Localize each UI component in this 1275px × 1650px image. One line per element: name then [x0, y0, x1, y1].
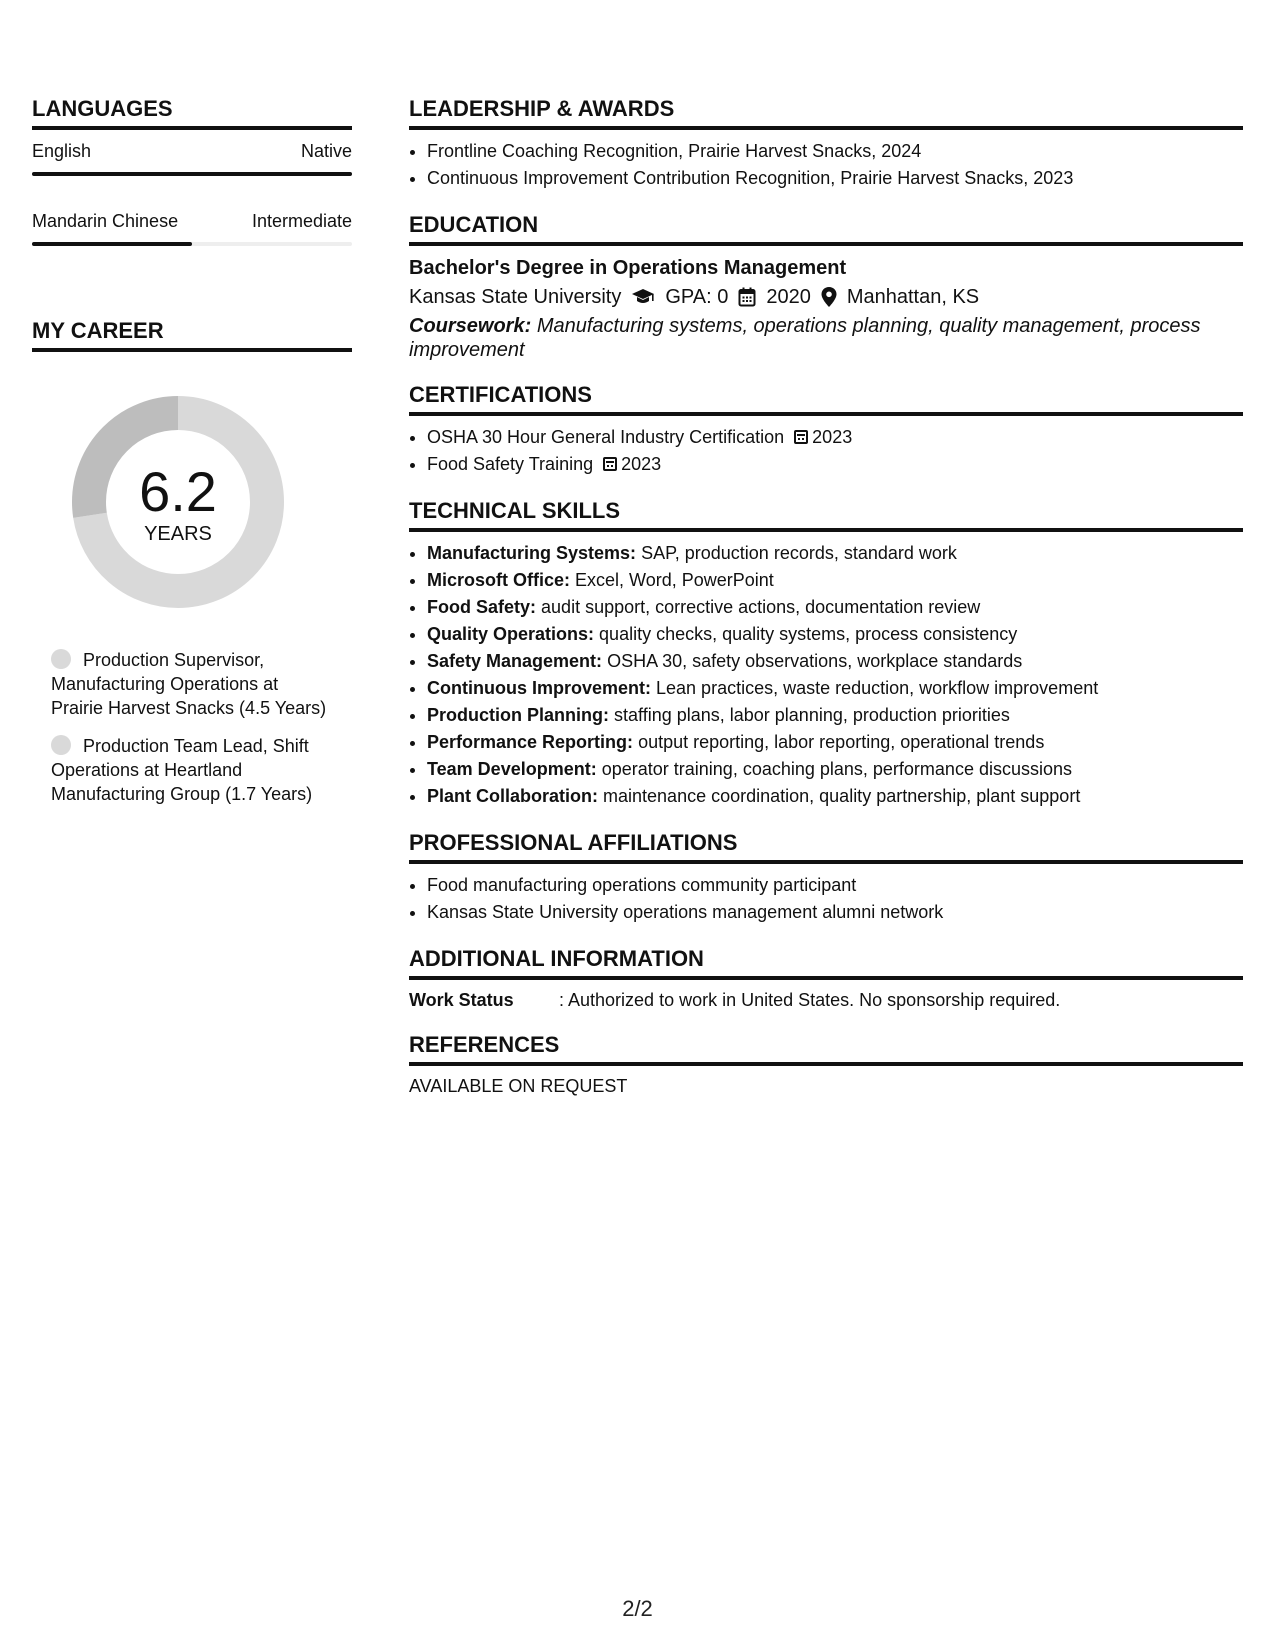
skill-values: Lean practices, waste reduction, workflow improvement	[656, 678, 1099, 698]
education-details	[409, 282, 1243, 312]
affiliations-section	[409, 830, 1243, 926]
right-column	[409, 96, 1243, 1118]
certifications-section	[409, 382, 1243, 478]
certification-item	[427, 451, 1243, 478]
skill-values: output reporting, labor reporting, operational trends	[638, 732, 1045, 752]
calendar-icon	[738, 287, 756, 307]
education-location: Manhattan, KS	[846, 286, 980, 308]
references-title: REFERENCES	[409, 1032, 1243, 1066]
career-total-years: 6.2	[139, 460, 217, 523]
language-item	[32, 140, 352, 176]
references-text: AVAILABLE ON REQUEST	[409, 1076, 628, 1096]
skill-item	[427, 648, 1243, 675]
skill-category: Safety Management:	[427, 651, 603, 671]
leadership-section	[409, 96, 1243, 192]
education-gpa: GPA: 0	[665, 286, 729, 308]
legend-dot-icon	[51, 735, 71, 755]
skill-category: Production Planning:	[427, 705, 609, 725]
skill-category: Continuous Improvement:	[427, 678, 651, 698]
certification-year: 2023	[621, 454, 662, 474]
education-degree: Bachelor's Degree in Operations Management	[409, 257, 847, 279]
language-name: Mandarin Chinese	[32, 211, 179, 231]
technical-skills-title: TECHNICAL SKILLS	[409, 498, 1243, 532]
calendar-icon	[603, 457, 617, 471]
skill-item	[427, 540, 1243, 567]
career-donut-chart	[64, 388, 292, 616]
leadership-item: • Frontline Coaching Recognition, Prairie Harvest Snacks, 2024	[427, 138, 1243, 165]
leadership-item: • Continuous Improvement Contribution Recognition, Prairie Harvest Snacks, 2023	[427, 165, 1243, 192]
skill-category: Team Development:	[427, 759, 597, 779]
languages-title: LANGUAGES	[32, 96, 352, 130]
skill-values: operator training, coaching plans, performance discussions	[601, 759, 1072, 779]
skill-category: Food Safety:	[427, 597, 537, 617]
certification-year: 2023	[812, 427, 853, 447]
language-level: Intermediate	[251, 211, 352, 231]
certifications-title: CERTIFICATIONS	[409, 382, 1243, 416]
education-section	[409, 212, 1243, 362]
affiliation-item: • Food manufacturing operations community participant	[427, 872, 1243, 899]
skill-values: OSHA 30, safety observations, workplace standards	[607, 651, 1023, 671]
career-job-list	[32, 648, 352, 806]
certification-name: Food Safety Training	[427, 454, 594, 474]
skill-category: Microsoft Office:	[427, 570, 571, 590]
skill-item	[427, 729, 1243, 756]
technical-skills-section	[409, 498, 1243, 810]
career-job-text: Production Team Lead, Shift Operations at Heartland Manufacturing Group (1.7 Years)	[51, 736, 313, 804]
legend-dot-icon	[51, 649, 71, 669]
skill-values: audit support, corrective actions, documentation review	[541, 597, 981, 617]
language-level-bar	[32, 242, 352, 246]
skill-item	[427, 567, 1243, 594]
references-section	[409, 1032, 1243, 1098]
affiliation-item: • Kansas State University operations management alumni network	[427, 899, 1243, 926]
skill-category: Quality Operations:	[427, 624, 595, 644]
skill-item	[427, 675, 1243, 702]
work-status-row	[409, 988, 1243, 1012]
skill-values: staffing plans, labor planning, production priorities	[614, 705, 1010, 725]
left-column	[32, 96, 352, 806]
location-pin-icon	[821, 287, 837, 307]
language-name: English	[32, 141, 92, 161]
calendar-icon	[794, 430, 808, 444]
additional-info-title: ADDITIONAL INFORMATION	[409, 946, 1243, 980]
certification-item	[427, 424, 1243, 451]
additional-info-section	[409, 946, 1243, 1012]
career-job-text: Production Supervisor, Manufacturing Operations at Prairie Harvest Snacks (4.5 Years)	[51, 650, 327, 718]
work-status-label: Work Status	[409, 990, 514, 1010]
certification-name: OSHA 30 Hour General Industry Certification	[427, 427, 785, 447]
career-section	[32, 318, 352, 806]
career-years-unit: YEARS	[144, 523, 212, 545]
skill-values: Excel, Word, PowerPoint	[575, 570, 774, 590]
skill-category: Manufacturing Systems:	[427, 543, 637, 563]
skill-item	[427, 594, 1243, 621]
career-job-item	[51, 734, 332, 806]
skill-item	[427, 702, 1243, 729]
education-title: EDUCATION	[409, 212, 1243, 246]
skill-values: SAP, production records, standard work	[641, 543, 957, 563]
leadership-title: LEADERSHIP & AWARDS	[409, 96, 1243, 130]
page-number: 2/2	[622, 1596, 653, 1621]
skill-category: Performance Reporting:	[427, 732, 634, 752]
skill-item	[427, 621, 1243, 648]
work-status-value: : Authorized to work in United States. No sponsorship required.	[559, 990, 1061, 1010]
skill-item	[427, 756, 1243, 783]
languages-section	[32, 96, 352, 246]
career-job-item	[51, 648, 332, 720]
affiliations-title: PROFESSIONAL AFFILIATIONS	[409, 830, 1243, 864]
language-level: Native	[300, 141, 352, 161]
career-title: MY CAREER	[32, 318, 352, 352]
language-item	[32, 210, 352, 246]
skill-item	[427, 783, 1243, 810]
education-school: Kansas State University	[409, 286, 622, 308]
education-year: 2020	[766, 286, 811, 308]
skill-category: Plant Collaboration:	[427, 786, 598, 806]
skill-values: quality checks, quality systems, process consistency	[599, 624, 1018, 644]
language-level-bar	[32, 172, 352, 176]
graduation-cap-icon	[631, 288, 655, 306]
skill-values: maintenance coordination, quality partnership, plant support	[603, 786, 1081, 806]
coursework-label: Coursework:	[409, 315, 532, 337]
coursework-text: Manufacturing systems, operations planning, quality management, process improvement	[409, 315, 1201, 361]
education-coursework	[409, 314, 1243, 362]
